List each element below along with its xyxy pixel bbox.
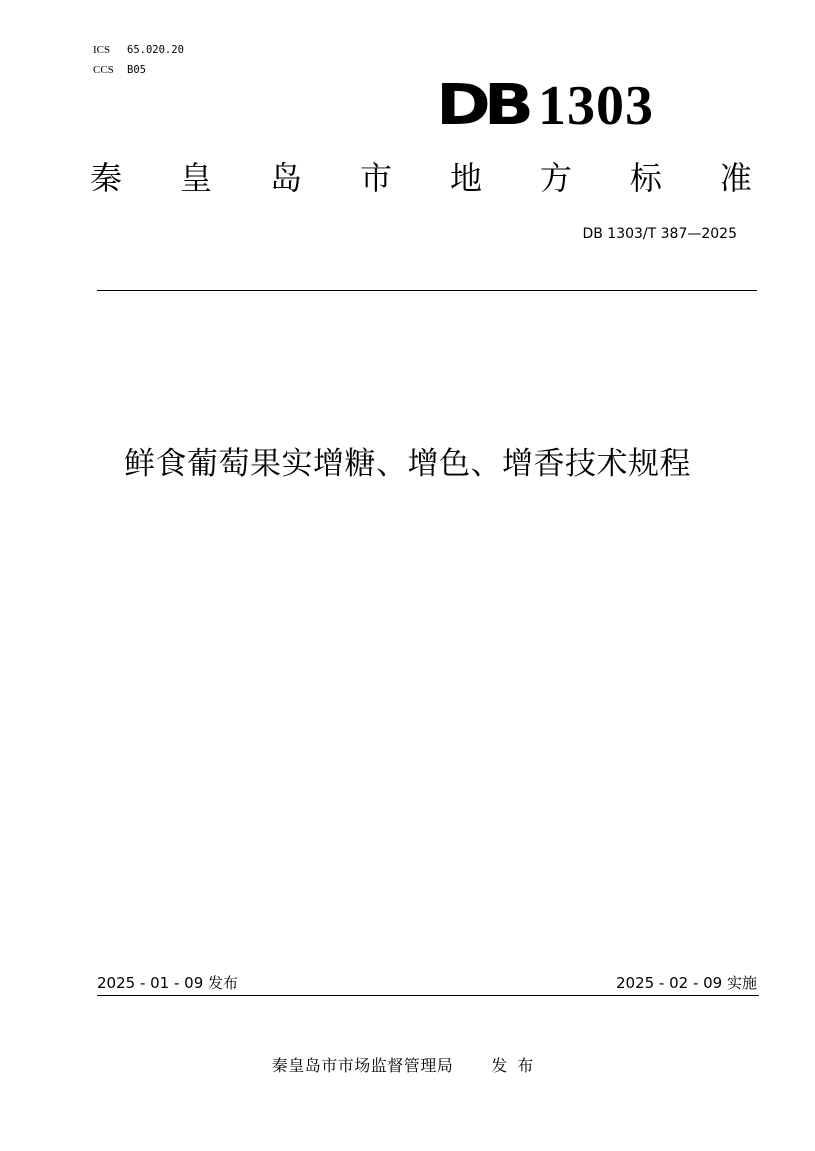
classification-codes [93, 40, 184, 80]
standard-number: DB 1303/T 387—2025 [582, 226, 737, 242]
header-char: 秦 [90, 159, 123, 197]
publisher-action: 发布 [491, 1056, 544, 1075]
ics-label: ICS [93, 44, 111, 56]
db-logo-number: 1303 [538, 75, 654, 137]
ccs-label: CCS [93, 64, 114, 76]
document-title: 鲜食葡萄果实增糖、增色、增香技术规程 [124, 446, 691, 482]
db-logo-mark: DB [436, 73, 528, 138]
footer-divider [97, 995, 759, 996]
header-char: 皇 [179, 159, 212, 197]
header-char: 地 [449, 159, 482, 197]
issue-date: 2025 - 01 - 09 发布 [97, 974, 239, 992]
header-char: 市 [359, 159, 392, 197]
header-divider [97, 290, 757, 291]
header-char: 方 [539, 159, 572, 197]
standard-type-header [90, 158, 752, 198]
ccs-value: B05 [127, 64, 146, 76]
header-char: 准 [719, 159, 752, 197]
header-char: 岛 [269, 159, 302, 197]
ics-code [93, 40, 184, 60]
db-logo [436, 73, 654, 138]
implementation-date: 2025 - 02 - 09 实施 [615, 974, 757, 992]
ics-value: 65.020.20 [127, 44, 184, 56]
publisher-org: 秦皇岛市市场监督管理局 [271, 1056, 454, 1075]
ccs-code [93, 60, 184, 80]
header-char: 标 [629, 159, 662, 197]
publisher-line [0, 1053, 815, 1076]
